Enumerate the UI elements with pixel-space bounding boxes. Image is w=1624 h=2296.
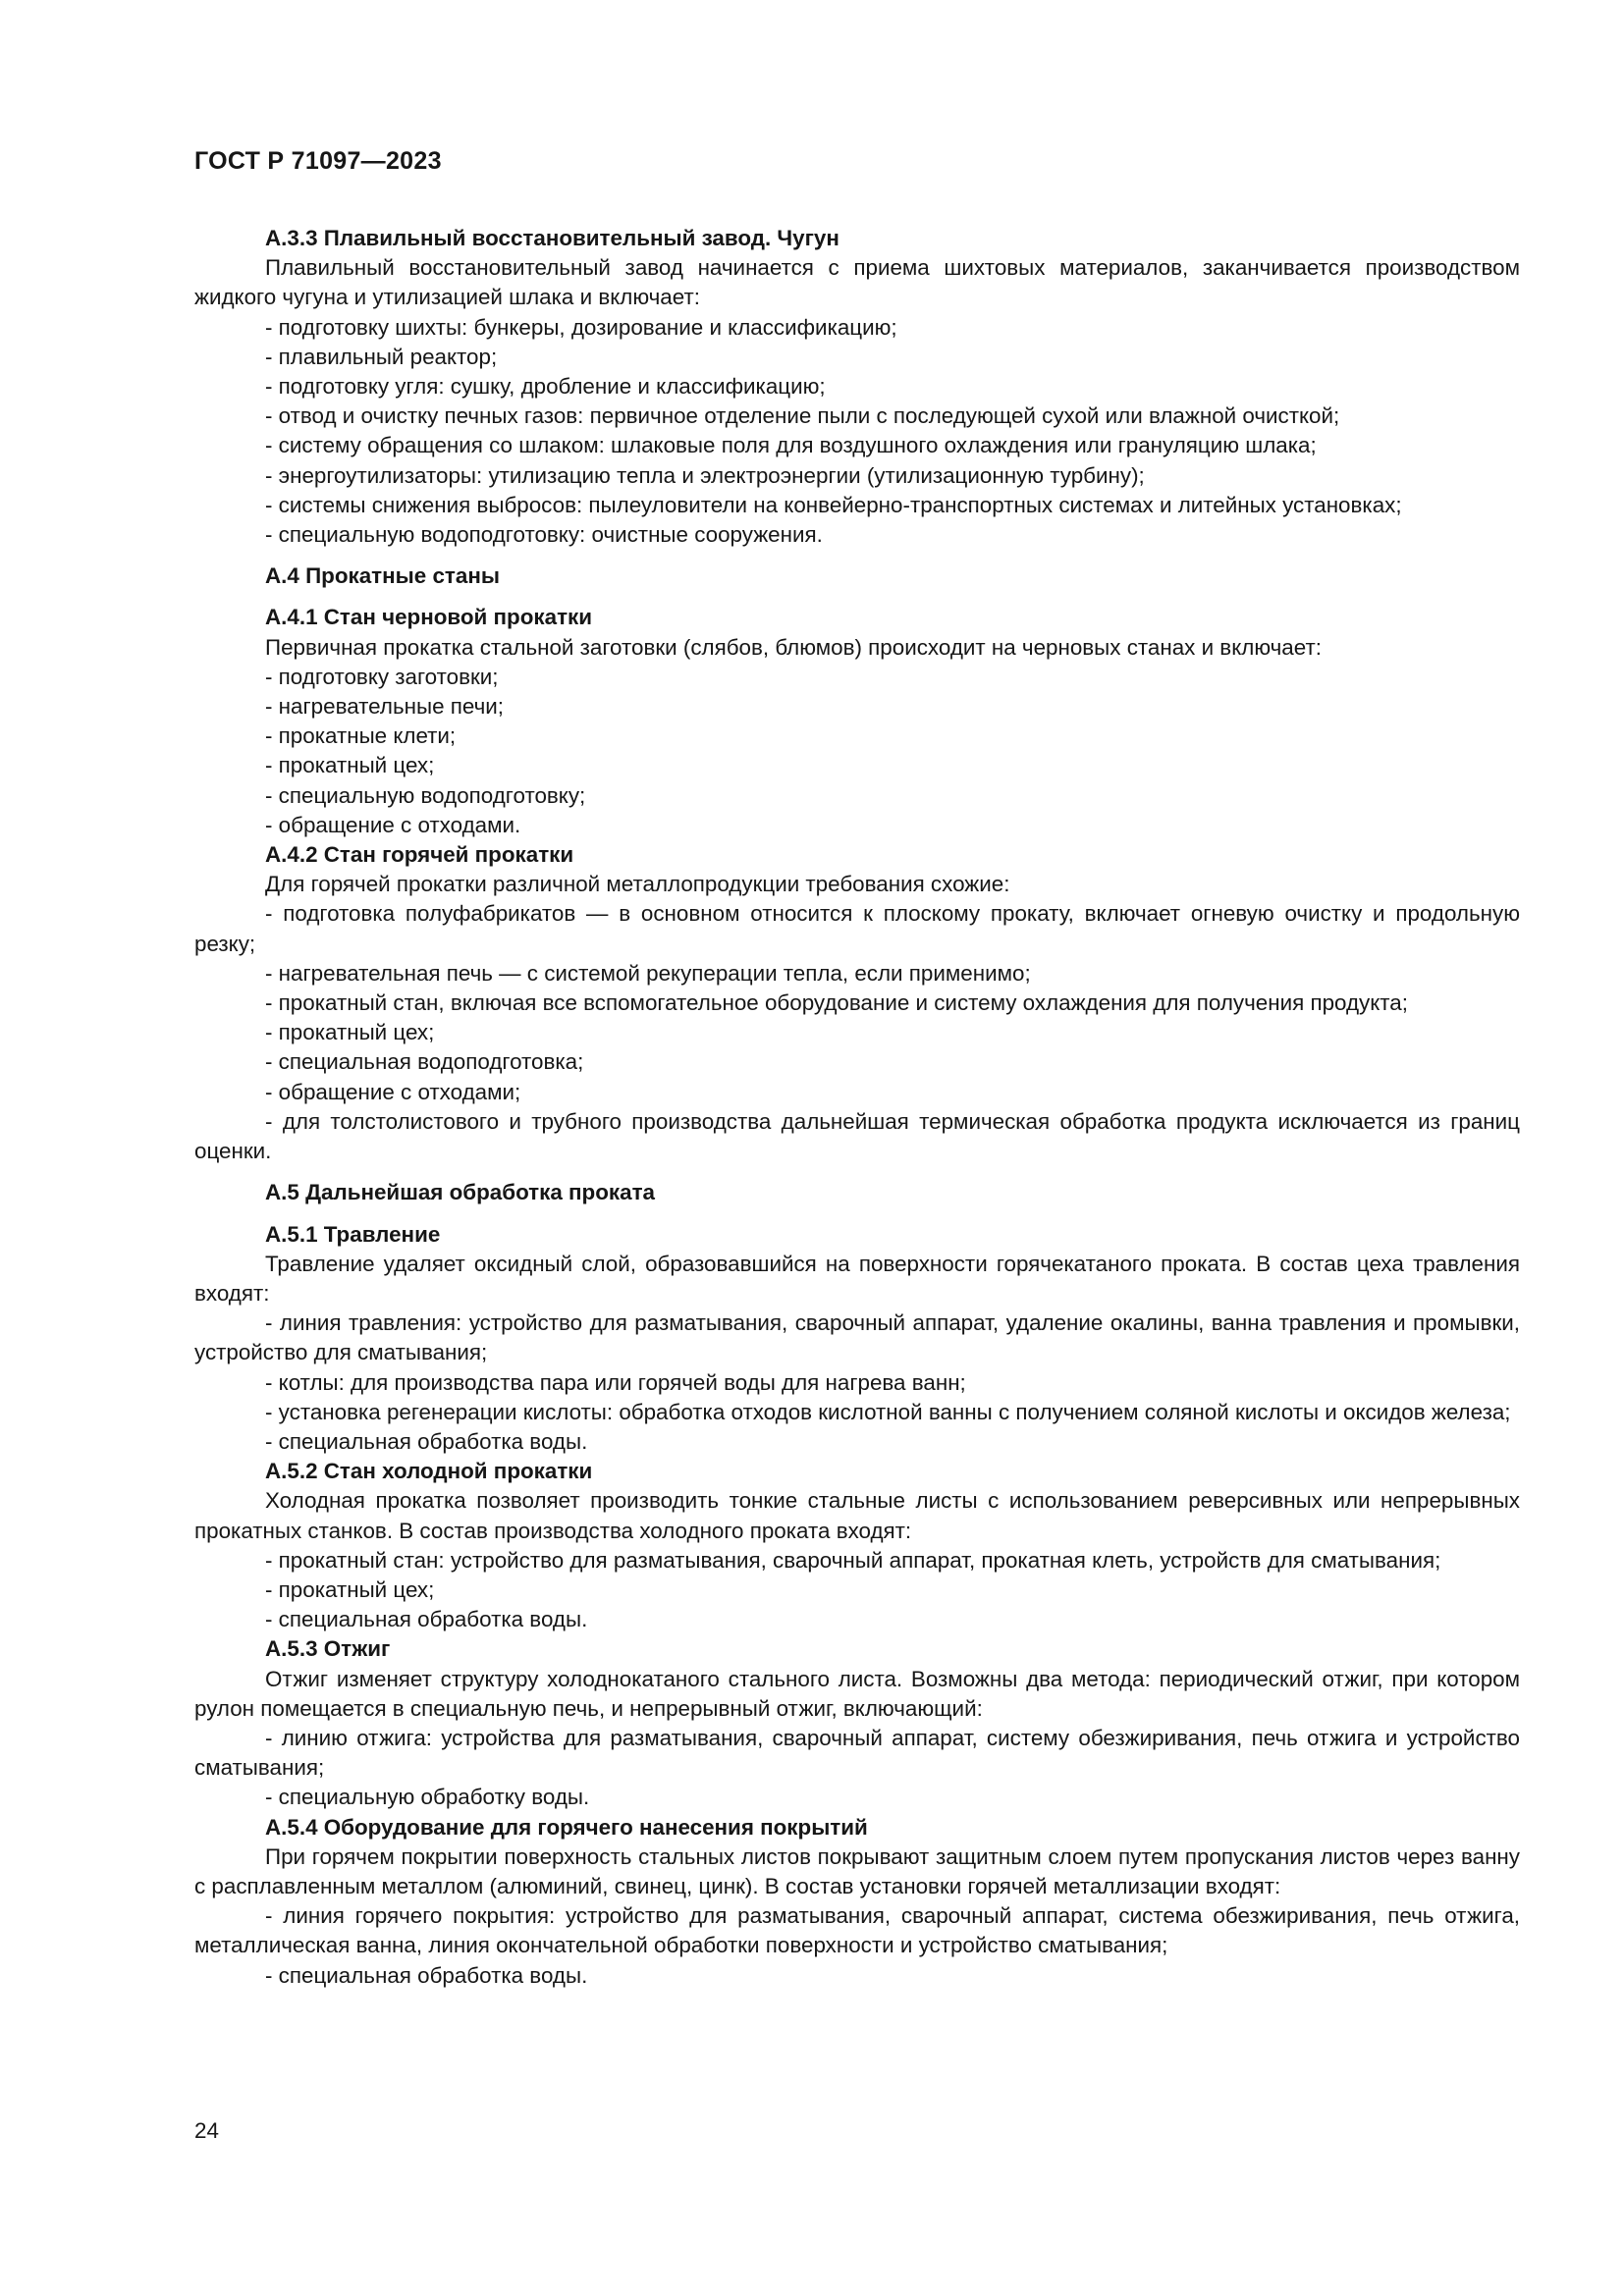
section-heading: А.5.1 Травление (265, 1221, 441, 1247)
paragraph: Плавильный восстановительный завод начинается с приема шихтовых материалов, заканчивается производством жидкого чугуна и утилизацией шлака и включает: (194, 255, 1520, 310)
list-item: - прокатный стан: устройство для разматывания, сварочный аппарат, прокатная клеть, устройств для сматывания; (265, 1547, 1441, 1573)
section-heading: А.5 Дальнейшая обработка проката (265, 1180, 655, 1205)
paragraph: При горячем покрытии поверхность стальных листов покрывают защитным слоем путем пропускания листов через ванну с расплавленным металлом (алюминий, свинец, цинк). В состав установки горячей металлизации входят: (194, 1843, 1520, 1898)
list-item: - специальную водоподготовку: очистные сооружения. (265, 522, 823, 548)
list-item: - обращение с отходами; (265, 1079, 521, 1104)
section-heading: А.5.3 Отжиг (265, 1636, 391, 1662)
paragraph: Травление удаляет оксидный слой, образовавшийся на поверхности горячекатаного проката. В состав цеха травления входят: (194, 1251, 1520, 1306)
section-heading: А.3.3 Плавильный восстановительный завод. Чугун (265, 226, 839, 250)
list-item: - нагревательная печь — с системой рекуперации тепла, если применимо; (265, 960, 1031, 986)
list-item: - линию отжига: устройства для разматывания, сварочный аппарат, систему обезжиривания, печь отжига и устройство сматывания; (194, 1725, 1520, 1781)
section-heading: А.5.4 Оборудование для горячего нанесения покрытий (265, 1814, 868, 1840)
list-item: - подготовку угля: сушку, дробление и классификацию; (265, 374, 826, 400)
list-item: - прокатный цех; (265, 1576, 435, 1602)
list-item: - котлы: для производства пара или горячей воды для нагрева ванн; (265, 1369, 966, 1395)
document-body (194, 224, 1520, 1991)
list-item: - отвод и очистку печных газов: первичное отделение пыли с последующей сухой или влажной очисткой; (265, 403, 1340, 429)
section-heading: А.4.1 Стан черновой прокатки (265, 605, 593, 630)
list-item: - установка регенерации кислоты: обработка отходов кислотной ванны с получением соляной кислоты и оксидов железа; (265, 1399, 1511, 1424)
list-item: - прокатные клети; (265, 723, 457, 749)
list-item: - линия травления: устройство для разматывания, сварочный аппарат, удаление окалины, ванна травления и промывки, устройство для сматывания; (194, 1310, 1520, 1365)
list-item: - прокатный цех; (265, 753, 435, 778)
list-item: - энергоутилизаторы: утилизацию тепла и электроэнергии (утилизационную турбину); (265, 462, 1145, 488)
list-item: - системы снижения выбросов: пылеуловители на конвейерно-транспортных системах и литейных установках; (265, 492, 1402, 517)
list-item: - для толстолистового и трубного производства дальнейшая термическая обработка продукта исключается из границ оценки. (194, 1108, 1520, 1164)
list-item: - специальная обработка воды. (265, 1607, 588, 1632)
list-item: - обращение с отходами. (265, 812, 521, 837)
list-item: - плавильный реактор; (265, 344, 498, 369)
paragraph: Для горячей прокатки различной металлопродукции требования схожие: (265, 872, 1010, 897)
section-heading: А.4.2 Стан горячей прокатки (265, 842, 574, 868)
list-item: - подготовку шихты: бункеры, дозирование и классификацию; (265, 314, 897, 340)
list-item: - нагревательные печи; (265, 694, 504, 720)
section-heading: А.5.2 Стан холодной прокатки (265, 1459, 593, 1484)
page-number: 24 (194, 2118, 219, 2143)
paragraph: Первичная прокатка стальной заготовки (слябов, блюмов) происходит на черновых станах и включает: (265, 634, 1322, 660)
list-item: - систему обращения со шлаком: шлаковые поля для воздушного охлаждения или грануляцию шлака; (265, 433, 1317, 458)
list-item: - специальную обработку воды. (265, 1785, 590, 1810)
list-item: - линия горячего покрытия: устройство для разматывания, сварочный аппарат, система обезжиривания, печь отжига, металлическая ванна, линия окончательной обработки поверхности и устройство сматывания; (194, 1903, 1520, 1958)
list-item: - подготовку заготовки; (265, 664, 499, 689)
list-item: - прокатный стан, включая все вспомогательное оборудование и систему охлаждения для получения продукта; (265, 990, 1408, 1016)
paragraph: Отжиг изменяет структуру холоднокатаного стального листа. Возможны два метода: периодический отжиг, при котором рулон помещается в специальную печь, и непрерывный отжиг, включающий: (194, 1666, 1520, 1721)
list-item: - прокатный цех; (265, 1020, 435, 1045)
paragraph: Холодная прокатка позволяет производить тонкие стальные листы с использованием реверсивных или непрерывных прокатных станков. В состав производства холодного проката входят: (194, 1488, 1520, 1543)
list-item: - специальную водоподготовку; (265, 782, 586, 808)
list-item: - подготовка полуфабрикатов — в основном относится к плоскому прокату, включает огневую очистку и продольную резку; (194, 901, 1520, 956)
list-item: - специальная обработка воды. (265, 1428, 588, 1454)
section-heading: А.4 Прокатные станы (265, 563, 500, 589)
list-item: - специальная водоподготовка; (265, 1049, 584, 1075)
list-item: - специальная обработка воды. (265, 1962, 588, 1988)
document-id-header: ГОСТ Р 71097—2023 (194, 147, 442, 175)
